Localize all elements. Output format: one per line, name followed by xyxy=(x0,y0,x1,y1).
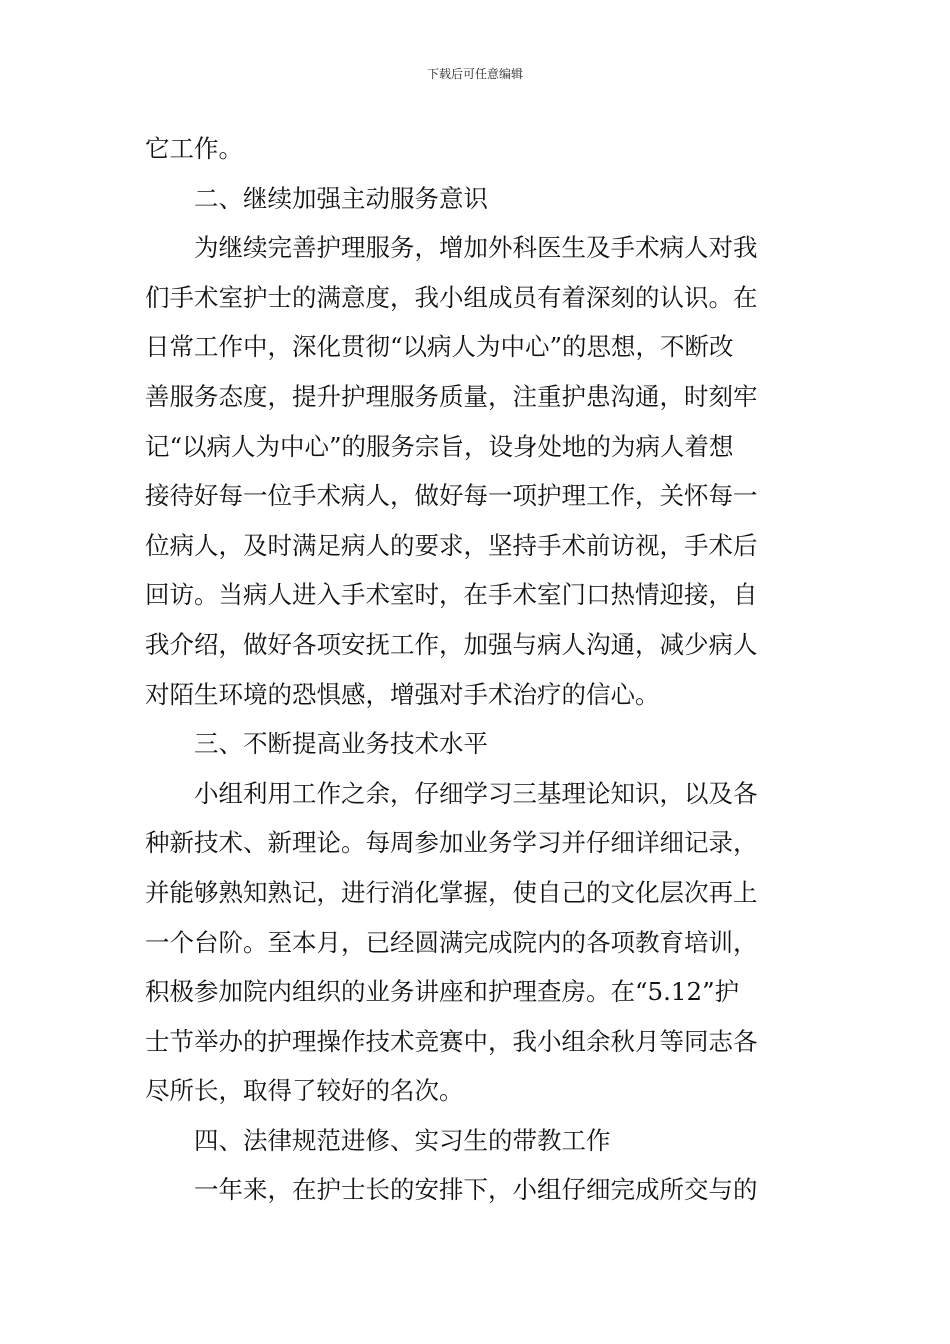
text-line: 并能够熟知熟记，进行消化掌握，使自己的文化层次再上 xyxy=(145,877,758,907)
text-line: 善服务态度，提升护理服务质量，注重护患沟通，时刻牢 xyxy=(145,381,758,411)
paragraph-start-line: 一年来，在护士长的安排下，小组仔细完成所交与的 xyxy=(194,1175,758,1205)
text-line: 接待好每一位手术病人，做好每一项护理工作，关怀每一 xyxy=(145,481,758,511)
page-header: 下载后可任意编辑 xyxy=(426,67,523,81)
paragraph-start-line: 为继续完善护理服务，增加外科医生及手术病人对我 xyxy=(194,233,758,263)
paragraph-start-line: 小组利用工作之余，仔细学习三基理论知识，以及各 xyxy=(194,778,758,808)
text-line: 它工作。 xyxy=(145,134,243,163)
text-line: 积极参加院内组织的业务讲座和护理查房。在“5.12”护 xyxy=(145,977,740,1007)
text-line: 尽所长，取得了较好的名次。 xyxy=(145,1076,464,1106)
text-line: 记“以病人为中心”的服务宗旨，设身处地的为病人着想 xyxy=(145,431,734,461)
text-line: 对陌生环境的恐惧感，增强对手术治疗的信心。 xyxy=(145,679,660,709)
text-line: 士节举办的护理操作技术竞赛中，我小组余秋月等同志各 xyxy=(145,1026,758,1056)
text-line: 们手术室护士的满意度，我小组成员有着深刻的认识。在 xyxy=(145,282,758,312)
text-line: 回访。当病人进入手术室时，在手术室门口热情迎接，自 xyxy=(145,580,758,610)
text-line: 日常工作中，深化贯彻“以病人为中心”的思想，不断改 xyxy=(145,332,734,362)
paragraph-start-line: 四、法律规范进修、实习生的带教工作 xyxy=(194,1125,611,1155)
text-line: 我介绍，做好各项安抚工作，加强与病人沟通，减少病人 xyxy=(145,629,758,659)
paragraph-start-line: 二、继续加强主动服务意识 xyxy=(194,183,488,213)
text-line: 种新技术、新理论。每周参加业务学习并仔细详细记录， xyxy=(145,828,758,858)
document-body xyxy=(145,124,810,1215)
text-line: 位病人，及时满足病人的要求，坚持手术前访视，手术后 xyxy=(145,530,758,560)
text-line: 一个台阶。至本月，已经圆满完成院内的各项教育培训， xyxy=(145,927,758,957)
paragraph-start-line: 三、不断提高业务技术水平 xyxy=(194,729,488,759)
